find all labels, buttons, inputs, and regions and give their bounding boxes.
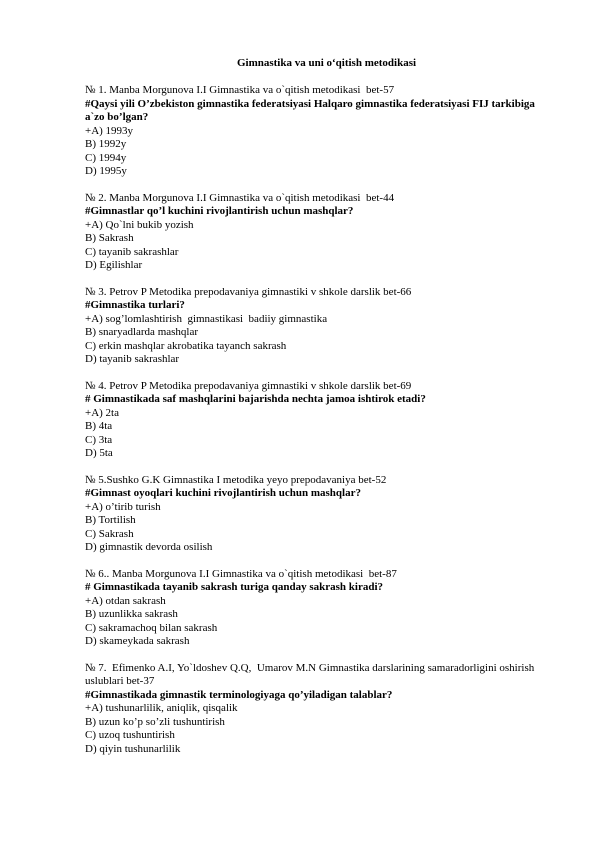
question-block [85,84,556,179]
answer-option: C) tayanib sakrashlar [85,245,179,258]
answer-option: B) Tortilish [85,514,136,526]
question-block [85,474,556,555]
answer-option: C) uzoq tushuntirish [85,729,175,741]
question-source: № 6.. Manba Morgunova I.I Gimnastika va o`qitish metodikasi bet-87 [85,567,397,580]
answer-option: C) sakramachoq bilan sakrash [85,621,218,634]
answer-option: B) uzunlikka sakrash [85,608,178,620]
question-text: #Gimnast oyoqlari kuchini rivojlantirish uchun mashqlar? [85,487,361,499]
question-text: # Gimnastikada saf mashqlarini bajarishda nechta jamoa ishtirok etadi? [85,393,426,405]
answer-option: B) Sakrash [85,232,134,244]
answer-option: B) snaryadlarda mashqlar [85,326,199,338]
question-text: #Gimnastikada gimnastik terminologiyaga qo’yiladigan talablar? [85,688,393,701]
question-source: № 2. Manba Morgunova I.I Gimnastika va o`qitish metodikasi bet-44 [85,191,395,204]
answer-option: D) Egilishlar [85,259,143,271]
question-list [85,84,556,756]
question-source: № 5.Sushko G.K Gimnastika I metodika yeyo prepodavaniya bet-52 [85,473,387,486]
answer-option: +A) Qo`lni bukib yozish [85,218,194,231]
answer-option: D) gimnastik devorda osilish [85,541,213,553]
question-block [85,568,556,649]
answer-option: D) skameykada sakrash [85,635,190,647]
answer-option: C) erkin mashqlar akrobatika tayanch sakrash [85,339,287,352]
question-block [85,380,556,461]
question-block [85,192,556,273]
question-source: № 7. Efimenko A.I, Yo`ldoshev Q.Q, Umarov M.N Gimnastika darslarining samaradorligini oshirish uslublari bet-37 [85,661,537,687]
question-source: № 1. Manba Morgunova I.I Gimnastika va o`qitish metodikasi bet-57 [85,84,395,96]
answer-option: +A) tushunarlilik, aniqlik, qisqalik [85,702,238,714]
question-block [85,662,556,757]
question-text: #Qaysi yili O’zbekiston gimnastika federatsiyasi Halqaro gimnastika federatsiyasi FIJ tarkibiga a`zo bo’lgan? [85,97,538,123]
question-source: № 4. Petrov P Metodika prepodavaniya gimnastiki v shkole darslik bet-69 [85,379,412,392]
answer-option: C) 1994y [85,151,127,164]
answer-option: B) uzun ko’p so’zli tushuntirish [85,715,225,728]
answer-option: C) 3ta [85,433,113,446]
answer-option: D) tayanib sakrashlar [85,353,180,365]
answer-option: +A) o’tirib turish [85,500,161,513]
answer-option: C) Sakrash [85,527,134,540]
answer-option: +A) sog’lomlashtirish gimnastikasi badiiy gimnastika [85,312,328,325]
question-source: № 3. Petrov P Metodika prepodavaniya gimnastiki v shkole darslik bet-66 [85,285,412,298]
question-text: # Gimnastikada tayanib sakrash turiga qanday sakrash kiradi? [85,581,383,593]
answer-option: +A) otdan sakrash [85,594,166,607]
question-text: #Gimnastika turlari? [85,299,185,311]
answer-option: +A) 1993y [85,124,134,137]
answer-option: D) qiyin tushunarlilik [85,742,181,755]
answer-option: +A) 2ta [85,406,119,419]
question-text: #Gimnastlar qo’l kuchini rivojlantirish uchun mashqlar? [85,205,354,217]
answer-option: B) 4ta [85,420,113,432]
answer-option: D) 1995y [85,165,127,177]
answer-option: D) 5ta [85,447,113,459]
question-block [85,286,556,367]
document-title: Gimnastika va uni o‘qitish metodikasi [236,57,417,69]
answer-option: B) 1992y [85,138,127,150]
